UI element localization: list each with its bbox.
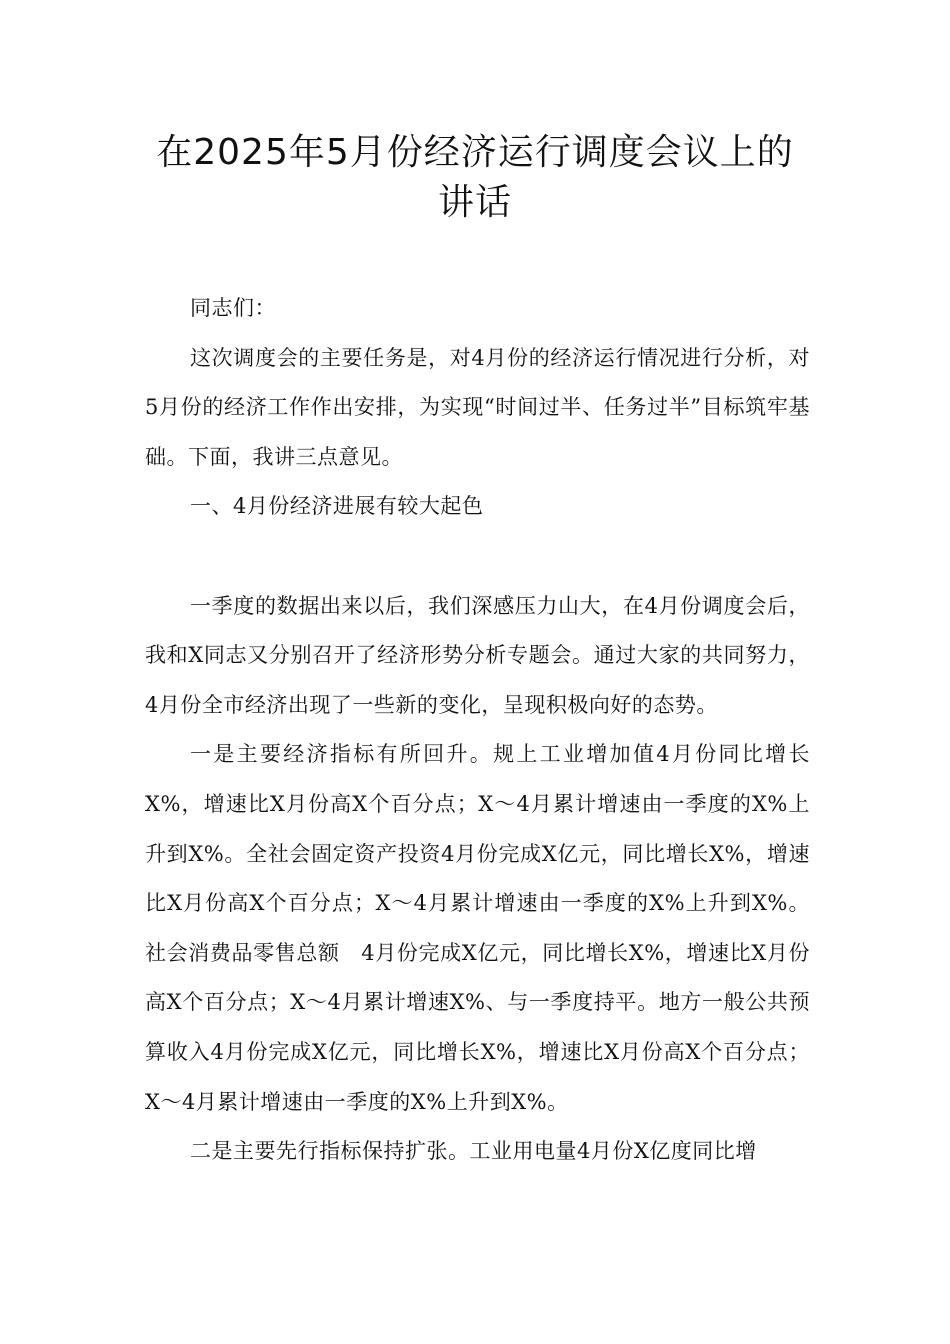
section-heading: 一、4月份经济进展有较大起色 — [190, 494, 484, 519]
body-paragraph: 一是主要经济指标有所回升。规上工业增加值4月份同比增长X%，增速比X月份高X个百分点；X～4月累计增速由一季度的X%上升到X%。全社会固定资产投资4月份完成X亿元，同比增长X%，增速比X月份高X个百分点；X～4月累计增速由一季度的X%上升到X%。社会消费品零售总额 4月份完成X亿元，同比增长X%，增速比X月份高X个百分点；X～4月累计增速X%、与一季度持平。地方一般公共预算收入4月份完成X亿元，同比增长X%，增速比X月份高X个百分点；X～4月累计增速由一季度的X%上升到X%。 — [145, 742, 810, 1114]
body-paragraph: 一季度的数据出来以后，我们深感压力山大，在4月份调度会后，我和X同志又分别召开了经济形势分析专题会。通过大家的共同努力，4月份全市经济出现了一些新的变化，呈现积极向好的态势。 — [145, 593, 810, 717]
document-body — [145, 284, 810, 1177]
document-title: 在2025年5月份经济运行调度会议上的讲话 — [156, 132, 794, 223]
salutation-paragraph: 同志们： — [190, 296, 276, 320]
body-paragraph: 二是主要先行指标保持扩张。工业用电量4月份X亿度同比增 — [190, 1139, 757, 1164]
intro-paragraph: 这次调度会的主要任务是，对4月份的经济运行情况进行分析，对5月份的经济工作作出安排，为实现“时间过半、任务过半”目标筑牢基础。下面，我讲三点意见。 — [145, 345, 810, 469]
